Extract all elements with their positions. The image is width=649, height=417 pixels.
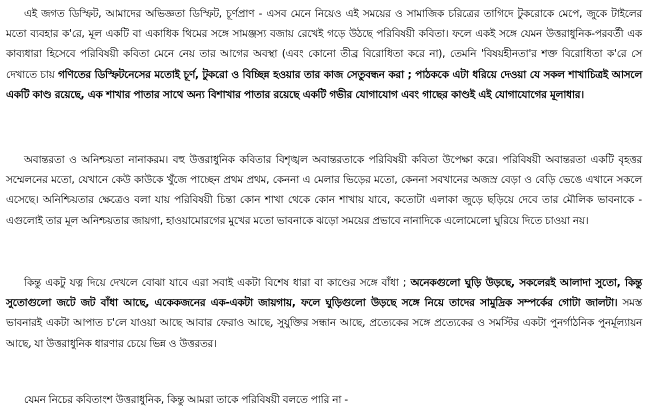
- paragraph-4: [6, 390, 642, 410]
- paragraph-4-text: যেমন নিচের কবিতাংশ উত্তরাধুনিক, কিন্তু আমরা তাকে পরিবিষয়ী বলতে পারি না -: [24, 394, 348, 406]
- paragraph-3-text-start: কিন্তু একটু যত্ন দিয়ে দেখলে বোঝা যাবে এরা সবাই একটা বিশেষ ধারা বা কাণ্ডের সঙ্গে বাঁধা ;: [24, 277, 411, 289]
- paragraph-3: [6, 273, 642, 354]
- paragraph-2: [6, 150, 642, 231]
- paragraph-1: [6, 4, 642, 105]
- paragraph-3-bold-text: অনেকগুলো ঘুড়ি উড়ছে, সকলেরই আলাদা সুতো, কিন্তু সুতোগুলো জটে জট বাঁধা আছে, একেকজনের এক-একটা জায়গায়, ফলে ঘুড়িগুলো উড়ছে সঙ্গে নিয়ে তাদের সামুদ্রিক সম্পর্কের গোটা জালটা।: [6, 277, 642, 310]
- paragraph-1-text: এই জগত ডিস্ফিট, আমাদের অভিজ্ঞতা ডিস্ফিট, চূর্ণপ্রাণ - এসব মেনে নিয়েও এই সময়ের ও সামাজিক চরিত্রের তাগিদে টুকরোকে মেপে, জুকে টাইলের মতো ব্যবহার ক'রে, মূল একটি বা একাধিক থিমের সঙ্গে সামঞ্জস্য বজায় রেখেই গড়ে উঠছে পরিবিষয়ী কবিতা। ফলে একই সঙ্গে যেমন উত্তরাধুনিক-পরবর্তী এক কাব্যধারা হিসেবে পরিবিষয়ী কবিতা মেনে নেয় তার আগের অবস্থা (এবং কোনো তীব্র বিরোধিতা করে না), তেমনি 'বিষয়হীনতা'র শক্ত বিরোধিতা ক'রে সে দেখাতে চায়: [6, 8, 642, 81]
- paragraph-2-text: অবান্তরতা ও অনিশ্চয়তা নানাকরম। বহু উত্তরাধুনিক কবিতার বিশৃঙ্খল অবান্তরতাকে পরিবিষয়ী কবিতা উপেক্ষা করে। পরিবিষয়ী অবান্তরতা একটি বৃহত্তর সম্মেলনের মতো, যেখানে কেউ কাউকে খুঁজে পাচ্ছেন প্রথম প্রথম, কেননা এ মেলার ভিড়ের মতো, কেননা সবখানের অজস্র বেড়া ও বেড়ি ভেঙে এখানে সকলে এসেছে। অনিশ্চিয়তার ক্ষেত্রেও বলা যায় পরিবিষয়ী চিন্তা কোন শাখা থেকে কোন শাখায় যাবে, কতোটা এলাকা জুড়ে ছড়িয়ে দেবে তার মৌলিক ভাবনাকে - এগুলোই তার মূল অনিশ্চয়তার জায়গা, হাওয়ামোরগের মুখের মতো ভাবনাকে ঝড়ো সময়ের প্রভাবে নানাদিকে এলোমেলো ঘুরিয়ে দিতে চাওয়া নয়।: [6, 154, 642, 227]
- paragraph-3-text-end: সমস্ত ভাবনারই একটা আপাত চ'লে যাওয়া আছে আবার ফেরাও আছে, সুযুক্তির সন্ধান আছে, প্রত্যেকের সঙ্গে প্রত্যেকের ও সমস্টির একটা পুনর্গাঠনিক পুনর্মূল্যায়ন আছে, যা উত্তরাধুনিক ধারণার চেয়ে ভিন্ন ও উত্তরতর।: [6, 297, 642, 350]
- paragraph-1-bold-text: গণিতের ডিস্ফিটনেসের মতোই চূর্ণ, টুকরো ও বিচ্ছিন্ন হওয়ার তার কাজ সেতুবন্ধন করা ; পাঠককে এটা ধরিয়ে দেওয়া যে সকল শাখাচিত্রই আসলে একটি কাণ্ড রয়েছে, এক শাখার পাতার সাথে অন্য বিশাখার পাতার রয়েছে একটি গভীর যোগাযোগ এবং গাছের কাণ্ডই এই যোগাযোগের মূলাধার।: [6, 68, 643, 101]
